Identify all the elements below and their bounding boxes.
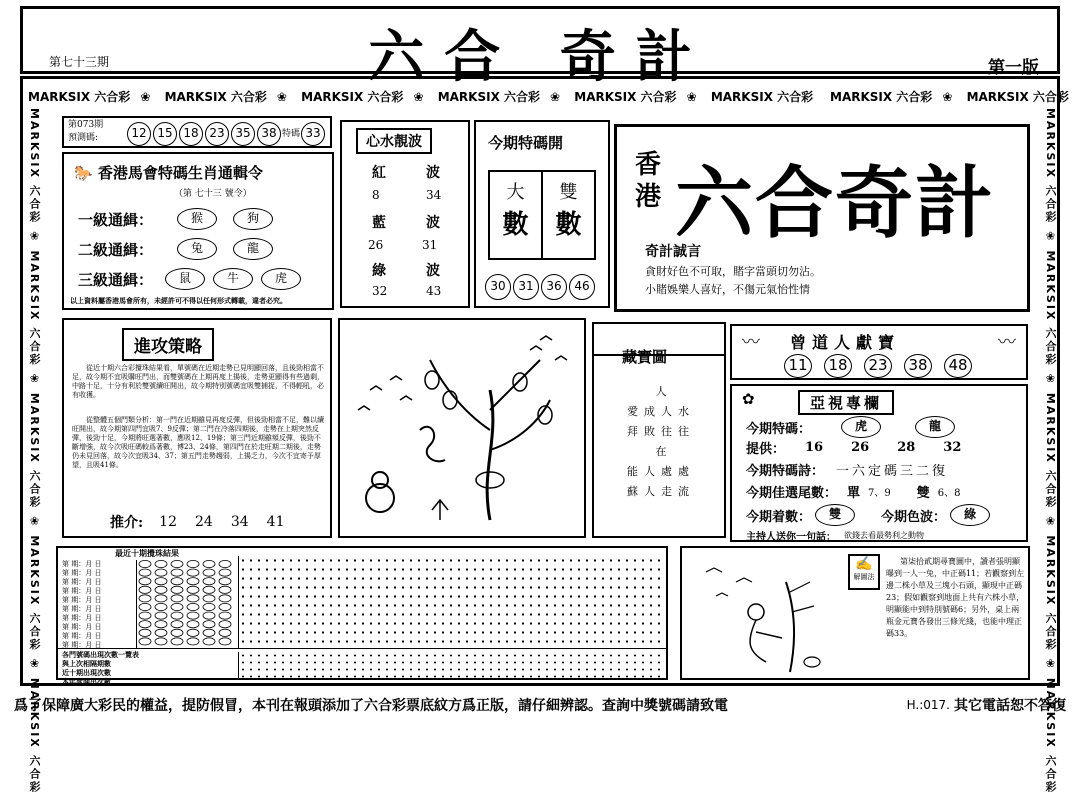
draw-circle <box>171 621 183 628</box>
draw-circle <box>219 629 231 636</box>
draw-circle <box>155 612 167 619</box>
draw-circle <box>187 621 199 628</box>
draw-circle <box>139 569 151 576</box>
draw-circle <box>203 586 215 593</box>
draw-circle <box>155 595 167 602</box>
logo-box: 香港 六合奇計 奇計誠言 貪財好色不可取，賭字當頭切勿沾。 小賭娛樂人喜好，不傷元氣怡性情 <box>614 124 1030 312</box>
offering-box <box>730 324 1028 380</box>
draw-circle <box>219 560 231 567</box>
draw-circle <box>219 586 231 593</box>
draw-circle <box>187 560 199 567</box>
treasure-lines: 人 愛成人水 拜敗往往 在 能人處處 蘇人走流 <box>627 385 695 498</box>
marksix-strip-right: MARKSIX 六合彩 ❀ MARKSIX 六合彩 ❀ MARKSIX 六合彩 ❀ MARKSIX 六合彩 ❀ MARKSIX 六合彩 <box>1044 108 1057 794</box>
marksix-strip-top-right: MARKSIX 六合彩 ❀ MARKSIX 六合彩 <box>830 90 1069 104</box>
draw-circle <box>171 569 183 576</box>
atv-column-box: ✿ 亞視專欄 今期特碼： 虎 龍 提供： 16 26 28 32 今期特碼詩： 一六定碼三二復 今期佳選尾數： 單 7、9 雙 6、8 今期着數： 雙 今期色波： 綠 主持人送你一句話： 欲錢去看最勢利之動物 <box>730 384 1028 542</box>
treasure-map-box <box>592 322 726 538</box>
logo-main-text: 六合奇計 <box>675 159 996 249</box>
edition-label: 第一版 <box>988 58 1039 78</box>
draw-circle <box>203 578 215 585</box>
draw-circle <box>187 638 199 645</box>
prediction-issue: 第073期 <box>68 120 104 130</box>
motto-title: 奇計誠言 <box>645 244 701 260</box>
color-ball-title: 心水靚波 <box>356 128 432 154</box>
mustache-icon: 〰 <box>742 332 760 353</box>
prediction-ball: 35 <box>231 122 255 146</box>
draw-circle <box>139 595 151 602</box>
draw-circle <box>187 603 199 610</box>
attack-strategy-box: 進攻策略 從近十期六合彩攪珠結果看，單號碼在近期走勢已見明顯回落，且後勁相當不足，故今期不宜吸購旺門出，而雙號碼在上期再度上揚後，走勢更顯得有些過剩，中路十足，十分有利於雙號續旺開出，故今期特別號碼宜吸雙捕捉，不得輕吼，必有收獲。 從整體五個門類分析：第一門在近期雖見再度反彈，但後勁相當不足，難以續旺開出，故今期第四門宜吸7、9反彈；第二門在冷落四期後，走勢在上期突然反彈，後勁十足，今期將旺選著數，應吸12、19條；第三門近期雖頻反彈，後勁不斷增強，故今次吸旺碼較爲著數，博23、24條，第四門在於走旺期二期後，走勢仍未見回落，故今次宜吸34、37；第五門走勢趨弱，上揚乏力，今次不宜寄予厚望，且吸41條。 推介: 12 24 34 41 <box>62 318 332 538</box>
tree-illustration <box>338 318 586 538</box>
draw-circle <box>171 603 183 610</box>
masthead-title: 六合 奇計 <box>368 25 712 90</box>
draw-circle <box>171 629 183 636</box>
special-open-box <box>474 120 610 308</box>
draw-circle <box>155 621 167 628</box>
draw-circle <box>203 621 215 628</box>
attack-title: 進攻策略 <box>122 328 214 361</box>
draw-circle <box>171 638 183 645</box>
draw-circle <box>171 595 183 602</box>
prediction-numbers <box>126 122 326 146</box>
draw-circle <box>187 578 199 585</box>
scholar-drawing <box>686 552 846 678</box>
draw-circle <box>219 578 231 585</box>
special-open-cells: 大 數 雙 數 <box>488 170 596 260</box>
draw-circle <box>155 578 167 585</box>
wanted-row-1: 一級通緝： 猴 狗 <box>78 208 281 230</box>
draw-circle-columns <box>136 560 236 648</box>
draw-circle <box>203 603 215 610</box>
recommend-row: 推介: 12 24 34 41 <box>110 514 285 531</box>
draw-circle <box>155 586 167 593</box>
special-ball: 33 <box>301 122 325 146</box>
zodiac-note: 以上資料屬香港馬會所有，未經許可不得以任何形式轉載，違者必究。 <box>70 296 287 305</box>
draw-circle <box>219 569 231 576</box>
draw-circle <box>171 586 183 593</box>
color-ball-box: 心水靚波 紅 波 8 34 藍 波 26 31 綠 波 32 43 <box>340 120 470 308</box>
draw-circle <box>155 603 167 610</box>
horse-icon: 🐎 <box>74 164 93 182</box>
draw-circle <box>171 578 183 585</box>
marksix-strip-left: MARKSIX 六合彩 ❀ MARKSIX 六合彩 ❀ MARKSIX 六合彩 ❀ MARKSIX 六合彩 ❀ MARKSIX 六合彩 <box>28 108 41 794</box>
prediction-code-label: 預測碼: <box>68 133 99 143</box>
draw-circle <box>219 595 231 602</box>
draw-circle <box>203 612 215 619</box>
prediction-ball: 38 <box>257 122 281 146</box>
riddle-box <box>680 546 1030 680</box>
zodiac-subtitle: （第 七十三 號令） <box>174 189 252 199</box>
footer-notice: 爲了保障廣大彩民的權益，提防假冒，本刊在報頭添加了六合彩票底紋方爲正版，請仔細辨認。查詢中獎號碼請致電 H.:017. 其它電話恕不答復 <box>14 698 1066 714</box>
draw-circle <box>187 569 199 576</box>
draw-circle <box>203 595 215 602</box>
draw-circle <box>187 586 199 593</box>
draw-circle <box>219 612 231 619</box>
draw-circle <box>219 638 231 645</box>
draw-circle <box>203 638 215 645</box>
offering-title: 曾道人獻寶 <box>790 333 901 352</box>
draw-dot-grid <box>238 556 666 648</box>
draw-circle <box>203 629 215 636</box>
draw-circle <box>155 560 167 567</box>
draw-circle <box>139 638 151 645</box>
draw-results-table <box>56 546 668 686</box>
draw-circle <box>139 603 151 610</box>
draw-circle <box>155 638 167 645</box>
draw-circle <box>203 569 215 576</box>
offering-numbers: 11 18 23 38 48 <box>778 354 978 378</box>
special-open-title: 今期特碼開 <box>488 134 564 152</box>
atv-title: 亞視專欄 <box>798 390 894 415</box>
draw-circle <box>139 621 151 628</box>
zodiac-title: 🐎 香港馬會特碼生肖通輯令 <box>74 164 263 182</box>
riddle-text: 第柒拾貳期尋寶圖中，讀者張明顯曝到一人一兔，中正碼11；若觀察到左邊二株小草及三塊小石頭，顯現中正碼23；假如觀察到地面上共有六株小草，明顯能中到特別號碼6；另外，桌上兩瓶金元寶各發出三條光綫，也能中理正碼33。 <box>886 557 1025 638</box>
draw-circle <box>171 612 183 619</box>
draw-circle <box>155 629 167 636</box>
prediction-ball: 12 <box>127 122 151 146</box>
logo-left-text: 香港 <box>635 150 662 212</box>
wanted-row-2: 二級通緝： 兔 龍 <box>78 238 281 260</box>
draw-circle <box>187 629 199 636</box>
prediction-ball: 15 <box>153 122 177 146</box>
draw-circle <box>139 586 151 593</box>
draw-circle <box>139 629 151 636</box>
prediction-ball: 18 <box>179 122 203 146</box>
zodiac-wanted-box <box>62 152 334 310</box>
special-open-numbers: 30 31 36 46 <box>484 274 596 300</box>
draw-circle <box>139 560 151 567</box>
draw-circle <box>219 621 231 628</box>
draw-circle <box>219 603 231 610</box>
issue-label: 第七十三期 <box>49 55 110 69</box>
hand-icon: ✍ <box>855 556 873 572</box>
prediction-ball: 23 <box>205 122 229 146</box>
riddle-icon: ✍ 解圖法 <box>848 554 880 590</box>
draw-circle <box>139 612 151 619</box>
tree-snake-drawing <box>340 320 584 536</box>
flower-icon: ✿ <box>742 390 755 408</box>
draw-row-labels: 第 期：月 日 第 期：月 日 第 期：月 日 第 期：月 日 第 期：月 日 第 期：月 日 第 期：月 日 第 期：月 日 第 期：月 日 第 期：月 日 <box>62 560 102 649</box>
draw-circle <box>155 569 167 576</box>
draw-footer-labels: 各門號碼出現次數一覽表 與上次相隔期數 近十期出現次數 本年度開出次數 <box>62 650 139 686</box>
draw-circle <box>187 595 199 602</box>
draw-circle <box>187 612 199 619</box>
masthead <box>20 6 1060 90</box>
marksix-strip-top: MARKSIX 六合彩 ❀ MARKSIX 六合彩 ❀ MARKSIX 六合彩 ❀ MARKSIX 六合彩 ❀ MARKSIX 六合彩 ❀ MARKSIX 六合彩 <box>28 90 814 104</box>
draw-circle <box>139 578 151 585</box>
special-label: 特碼 <box>282 128 301 139</box>
prediction-box <box>62 116 332 148</box>
mustache-icon-right: 〰 <box>998 332 1016 353</box>
draw-circle <box>203 560 215 567</box>
treasure-title: 藏寶圖 <box>622 348 668 366</box>
draw-footer-grid <box>238 652 666 678</box>
wanted-row-3: 三級通緝： 鼠 牛 虎 <box>78 268 305 290</box>
draw-circle <box>171 560 183 567</box>
draw-table-title: 最近十期攪珠結果 <box>115 548 179 558</box>
